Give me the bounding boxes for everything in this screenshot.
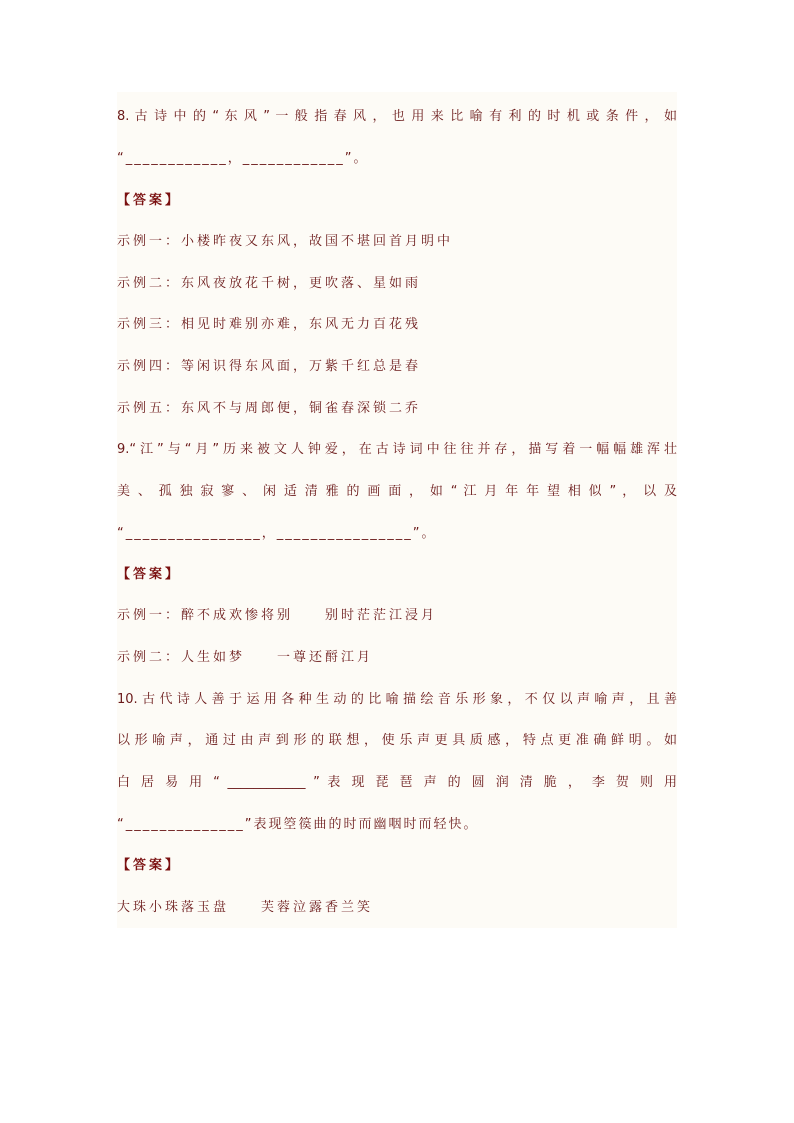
q9-line-1: 9.“江”与“月”历来被文人钟爱，在古诗词中往往并存，描写着一幅幅雄浑壮 xyxy=(117,442,677,457)
q8-answer-label: 【答案】 xyxy=(117,193,182,208)
q9-example-1: 示例一：醉不成欢惨将别 别时茫茫江浸月 xyxy=(117,608,438,623)
document-body xyxy=(117,92,677,928)
q10-line-2: 以形喻声，通过由声到形的联想，使乐声更具质感，特点更准确鲜明。如 xyxy=(117,733,677,748)
q10-answer: 大珠小珠落玉盘 芙蓉泣露香兰笑 xyxy=(117,900,374,915)
q8-example-2: 示例二：东风夜放花千树，更吹落、星如雨 xyxy=(117,276,422,291)
q10-line-4: “______________”表现箜篌曲的时而幽咽时而轻快。 xyxy=(117,817,479,832)
q10-line-3: 白 居 易 用 “ ____________ ” 表 现 琵 琶 声 的 圆 润 清 脆 ， 李 贺 则 用 xyxy=(117,775,677,790)
q9-line-2: 美 、 孤 独 寂 寥 、 闲 适 清 雅 的 画 面 ， 如 “ 江 月 年 年 望 相 似 ” ， 以 及 xyxy=(117,484,677,499)
q8-example-5: 示例五：东风不与周郎便，铜雀春深锁二乔 xyxy=(117,401,422,416)
q8-example-3: 示例三：相见时难别亦难，东风无力百花残 xyxy=(117,317,422,332)
q10-answer-label: 【答案】 xyxy=(117,858,182,873)
q10-line-1: 10.古代诗人善于运用各种生动的比喻描绘音乐形象，不仅以声喻声，且善 xyxy=(117,692,677,707)
q8-example-4: 示例四：等闲识得东风面，万紫千红总是春 xyxy=(117,359,422,374)
q9-answer-label: 【答案】 xyxy=(117,567,182,582)
q8-line-1: 8. 古 诗 中 的 “ 东 风 ” 一 般 指 春 风 ， 也 用 来 比 喻 有 利 的 时 机 或 条 件 ， 如 xyxy=(117,109,677,124)
q8-example-1: 示例一：小楼昨夜又东风，故国不堪回首月明中 xyxy=(117,234,454,249)
q9-example-2: 示例二：人生如梦 一尊还酹江月 xyxy=(117,650,374,665)
q9-line-3: “________________，________________”。 xyxy=(117,526,437,541)
q8-line-2: “____________，____________”。 xyxy=(117,151,369,166)
